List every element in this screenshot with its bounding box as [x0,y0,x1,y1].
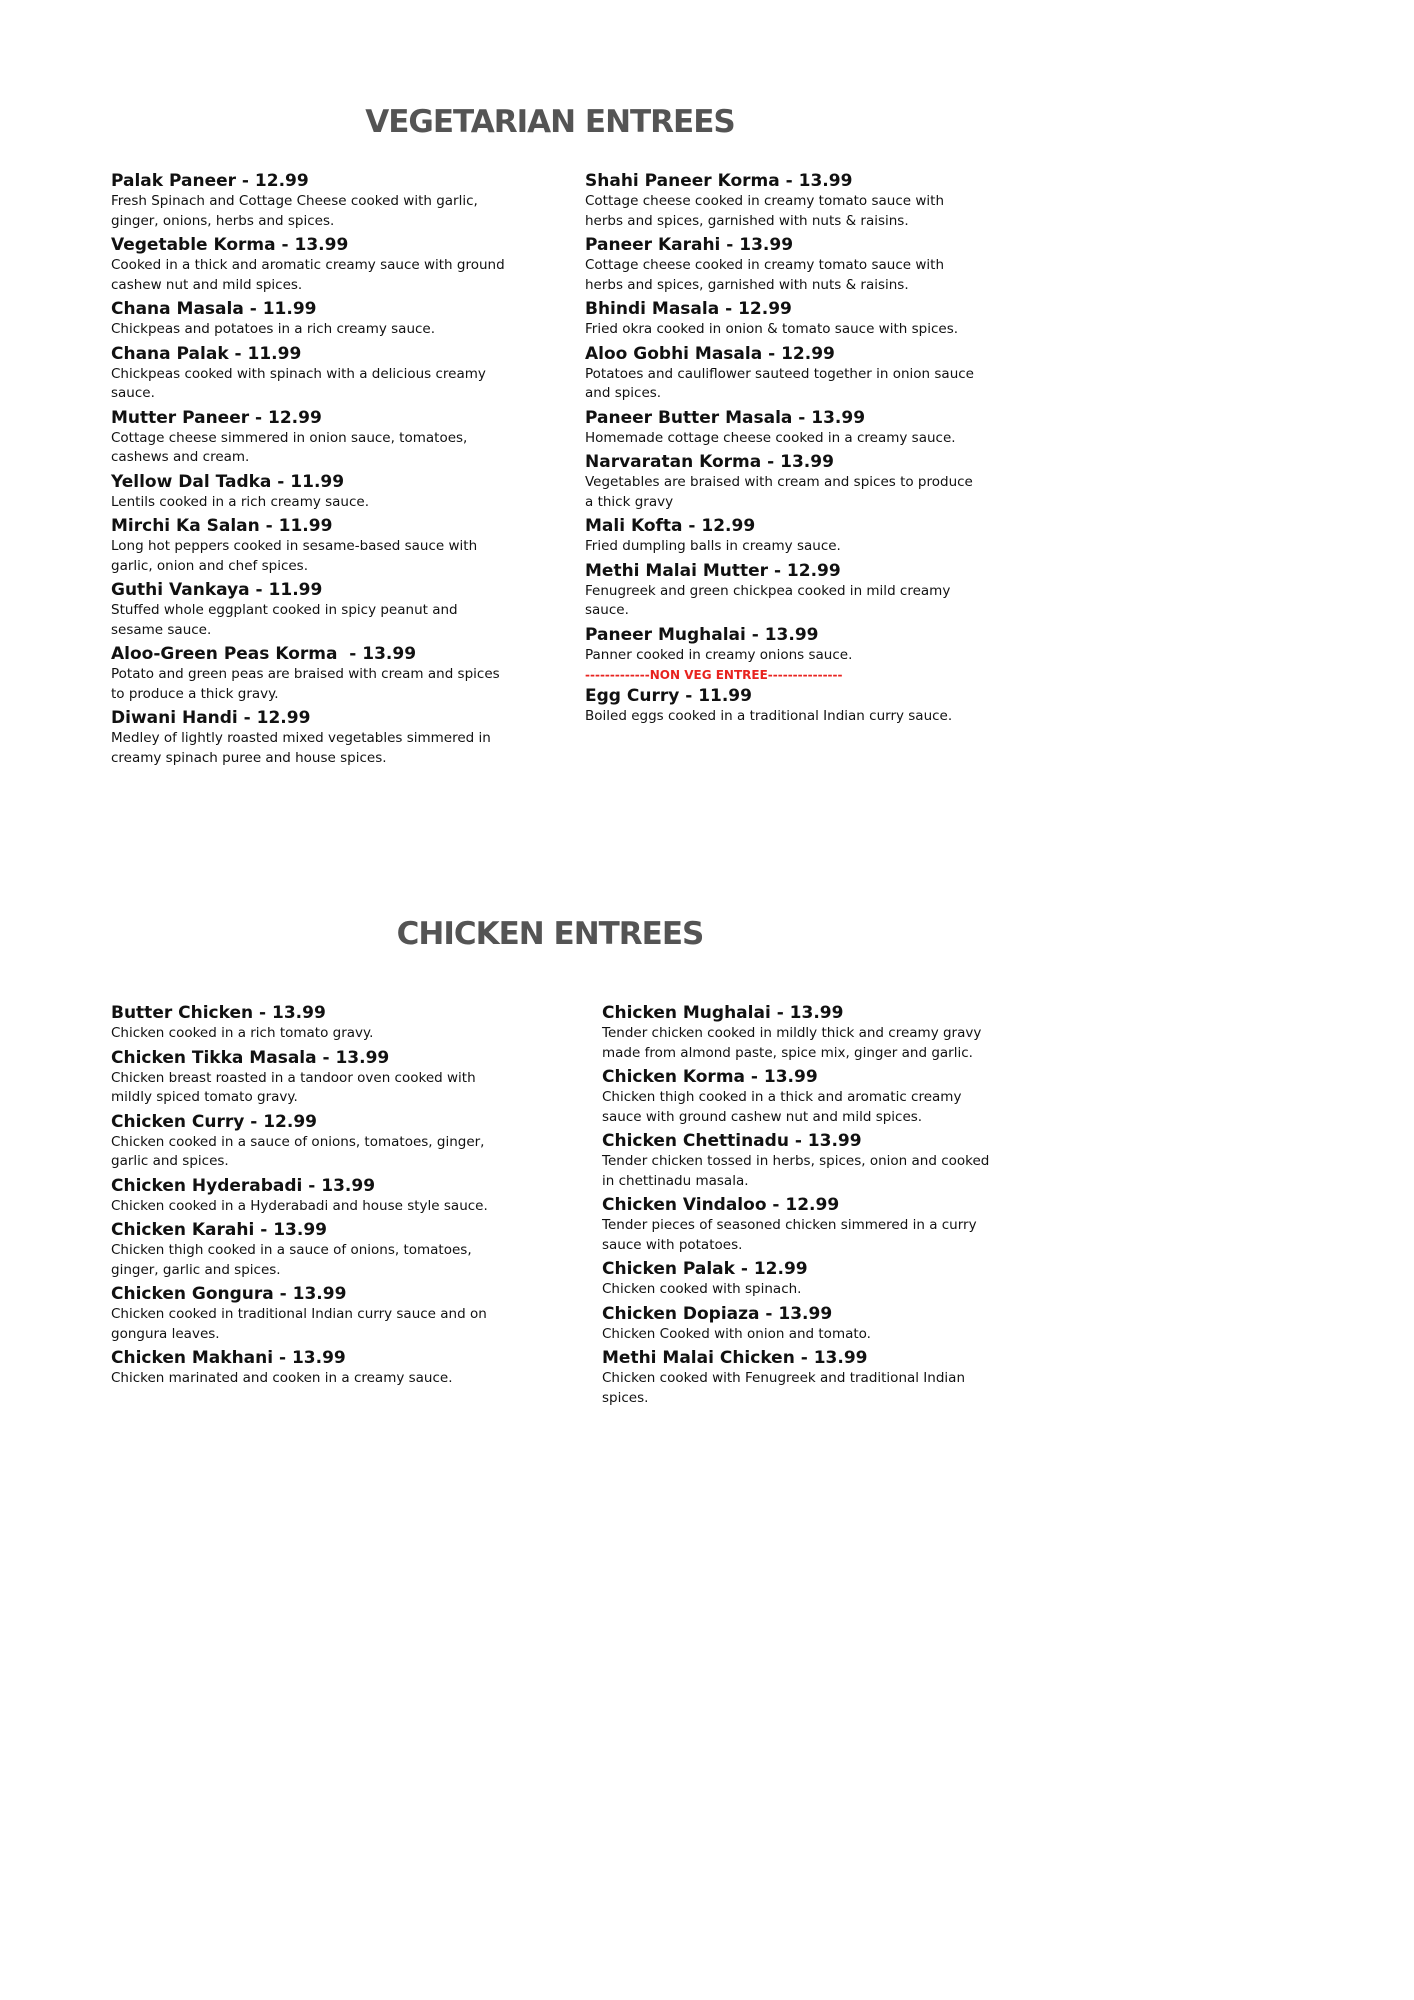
menu-item-name: Chana Palak - 11.99 [111,343,302,364]
menu-item-name: Chicken Chettinadu - 13.99 [602,1131,862,1151]
menu-item [111,471,511,513]
menu-item-name: Chicken Curry - 12.99 [111,1111,317,1132]
menu-item [111,1175,511,1217]
menu-item-name: Chicken Korma - 13.99 [602,1067,818,1087]
menu-item-name: Chicken Tikka Masala - 13.99 [111,1047,390,1068]
menu-item-name: Palak Paneer - 12.99 [111,171,309,191]
menu-item [602,1258,1002,1300]
menu-item [111,1283,511,1344]
menu-item-description: Tender chicken tossed in herbs, spices, onion and cooked in chettinadu masala. [602,1153,990,1189]
menu-item-name: Bhindi Masala - 12.99 [585,299,792,319]
menu-item-description: Chicken cooked in a sauce of onions, tomatoes, ginger, garlic and spices. [111,1133,485,1169]
menu-item-name: Paneer Karahi - 13.99 [585,235,794,255]
vegetarian-right-column [585,170,985,730]
menu-item [585,407,985,449]
menu-item [585,451,985,512]
menu-item [585,560,985,621]
menu-item-description: Fried dumpling balls in creamy sauce. [585,538,841,554]
menu-item-description: Cottage cheese simmered in onion sauce, tomatoes, cashews and cream. [111,429,468,465]
menu-item-name: Chicken Karahi - 13.99 [111,1220,327,1240]
menu-item [602,1002,1002,1063]
menu-item-description: Cooked in a thick and aromatic creamy sauce with ground cashew nut and mild spices. [111,257,505,293]
menu-item [602,1130,1002,1191]
menu-item-name: Chicken Gongura - 13.99 [111,1284,347,1304]
menu-item [585,234,985,295]
menu-item-name: Paneer Mughalai - 13.99 [585,624,819,645]
menu-item-description: Potatoes and cauliflower sauteed together in onion sauce and spices. [585,365,974,401]
chicken-left-column [111,1002,511,1392]
menu-item-name: Chicken Dopiaza - 13.99 [602,1303,833,1324]
menu-item-name: Shahi Paneer Korma - 13.99 [585,171,853,191]
menu-item-name: Mali Kofta - 12.99 [585,516,756,536]
menu-item-name: Methi Malai Mutter - 12.99 [585,560,841,581]
chicken-right-column [602,1002,1002,1411]
menu-item-description: Chicken marinated and cooken in a creamy sauce. [111,1370,453,1386]
menu-item-description: Cottage cheese cooked in creamy tomato sauce with herbs and spices, garnished with nuts & raisins. [585,257,945,293]
menu-item-name: Chicken Vindaloo - 12.99 [602,1195,840,1215]
menu-item [111,1347,511,1389]
menu-item-description: Chicken breast roasted in a tandoor oven cooked with mildly spiced tomato gravy. [111,1069,476,1105]
chicken-entrees-title: CHICKEN ENTREES [396,916,704,952]
menu-item [111,579,511,640]
menu-item-description: Chicken cooked in traditional Indian curry sauce and on gongura leaves. [111,1306,487,1342]
menu-item [111,707,511,768]
menu-item-description: Chicken thigh cooked in a thick and aromatic creamy sauce with ground cashew nut and mild spices. [602,1089,962,1125]
menu-item-description: Potato and green peas are braised with cream and spices to produce a thick gravy. [111,666,500,702]
menu-item [602,1194,1002,1255]
menu-item-name: Chicken Makhani - 13.99 [111,1348,346,1368]
menu-item [585,685,985,727]
menu-item [111,515,511,576]
menu-item-description: Fresh Spinach and Cottage Cheese cooked with garlic, ginger, onions, herbs and spices. [111,193,478,229]
menu-item-description: Lentils cooked in a rich creamy sauce. [111,493,370,510]
menu-item-name: Aloo-Green Peas Korma - 13.99 [111,644,417,664]
menu-item-name: Paneer Butter Masala - 13.99 [585,407,866,428]
menu-item [111,1111,511,1172]
menu-item-name: Aloo Gobhi Masala - 12.99 [585,343,835,364]
non-veg-divider: -------------NON VEG ENTREE--------------- [585,668,843,682]
menu-item [111,643,511,704]
vegetarian-right-items [585,170,985,665]
menu-item [585,170,985,231]
menu-item-name: Mirchi Ka Salan - 11.99 [111,516,333,536]
menu-item-description: Medley of lightly roasted mixed vegetables simmered in creamy spinach puree and house spices. [111,730,491,766]
non-veg-items [585,685,985,727]
menu-item-description: Fried okra cooked in onion & tomato sauce with spices. [585,321,959,337]
menu-item-description: Cottage cheese cooked in creamy tomato sauce with herbs and spices, garnished with nuts & raisins. [585,193,945,229]
menu-item [602,1066,1002,1127]
menu-item-name: Yellow Dal Tadka - 11.99 [111,471,345,492]
menu-item-description: Panner cooked in creamy onions sauce. [585,646,853,663]
menu-item-description: Chicken cooked in a Hyderabadi and house style sauce. [111,1197,488,1214]
menu-item-description: Boiled eggs cooked in a traditional Indian curry sauce. [585,708,953,724]
menu-item-description: Fenugreek and green chickpea cooked in mild creamy sauce. [585,582,951,618]
menu-item [111,343,511,404]
menu-item-name: Diwani Handi - 12.99 [111,708,311,728]
menu-item-name: Egg Curry - 11.99 [585,686,752,706]
menu-item [585,298,985,340]
menu-item-name: Chicken Palak - 12.99 [602,1259,808,1279]
menu-item-description: Tender chicken cooked in mildly thick and creamy gravy made from almond paste, spice mix, ginger and garlic. [602,1025,982,1061]
menu-item-name: Mutter Paneer - 12.99 [111,407,322,428]
menu-item-description: Tender pieces of seasoned chicken simmered in a curry sauce with potatoes. [602,1217,977,1253]
menu-item-description: Chicken cooked with Fenugreek and traditional Indian spices. [602,1370,965,1406]
menu-item [602,1347,1002,1408]
menu-item-description: Homemade cottage cheese cooked in a creamy sauce. [585,429,956,446]
menu-item [585,624,985,666]
menu-item [111,1002,511,1044]
menu-item [585,343,985,404]
menu-item [111,298,511,340]
menu-item-name: Methi Malai Chicken - 13.99 [602,1348,868,1368]
menu-item-description: Chicken cooked in a rich tomato gravy. [111,1025,374,1041]
menu-item [585,515,985,557]
menu-item-description: Chicken thigh cooked in a sauce of onions, tomatoes, ginger, garlic and spices. [111,1242,472,1278]
menu-item-name: Guthi Vankaya - 11.99 [111,580,323,600]
menu-item [111,170,511,231]
menu-item-description: Chicken Cooked with onion and tomato. [602,1325,871,1342]
menu-item-name: Vegetable Korma - 13.99 [111,235,349,255]
menu-item [111,1047,511,1108]
menu-item-name: Butter Chicken - 13.99 [111,1003,326,1023]
menu-item [111,407,511,468]
menu-item-description: Chickpeas and potatoes in a rich creamy sauce. [111,321,436,337]
menu-item-description: Chickpeas cooked with spinach with a delicious creamy sauce. [111,365,486,401]
menu-item-description: Stuffed whole eggplant cooked in spicy peanut and sesame sauce. [111,602,458,638]
menu-item-description: Vegetables are braised with cream and spices to produce a thick gravy [585,474,973,510]
menu-item [111,234,511,295]
menu-item-name: Chicken Mughalai - 13.99 [602,1003,844,1023]
vegetarian-entrees-title: VEGETARIAN ENTREES [365,104,735,140]
menu-item-name: Chana Masala - 11.99 [111,299,317,319]
vegetarian-left-column [111,170,511,771]
menu-item [602,1303,1002,1345]
menu-item-description: Chicken cooked with spinach. [602,1281,802,1297]
menu-item [111,1219,511,1280]
menu-item-name: Narvaratan Korma - 13.99 [585,452,834,472]
menu-item-name: Chicken Hyderabadi - 13.99 [111,1175,376,1196]
menu-item-description: Long hot peppers cooked in sesame-based sauce with garlic, onion and chef spices. [111,538,478,574]
